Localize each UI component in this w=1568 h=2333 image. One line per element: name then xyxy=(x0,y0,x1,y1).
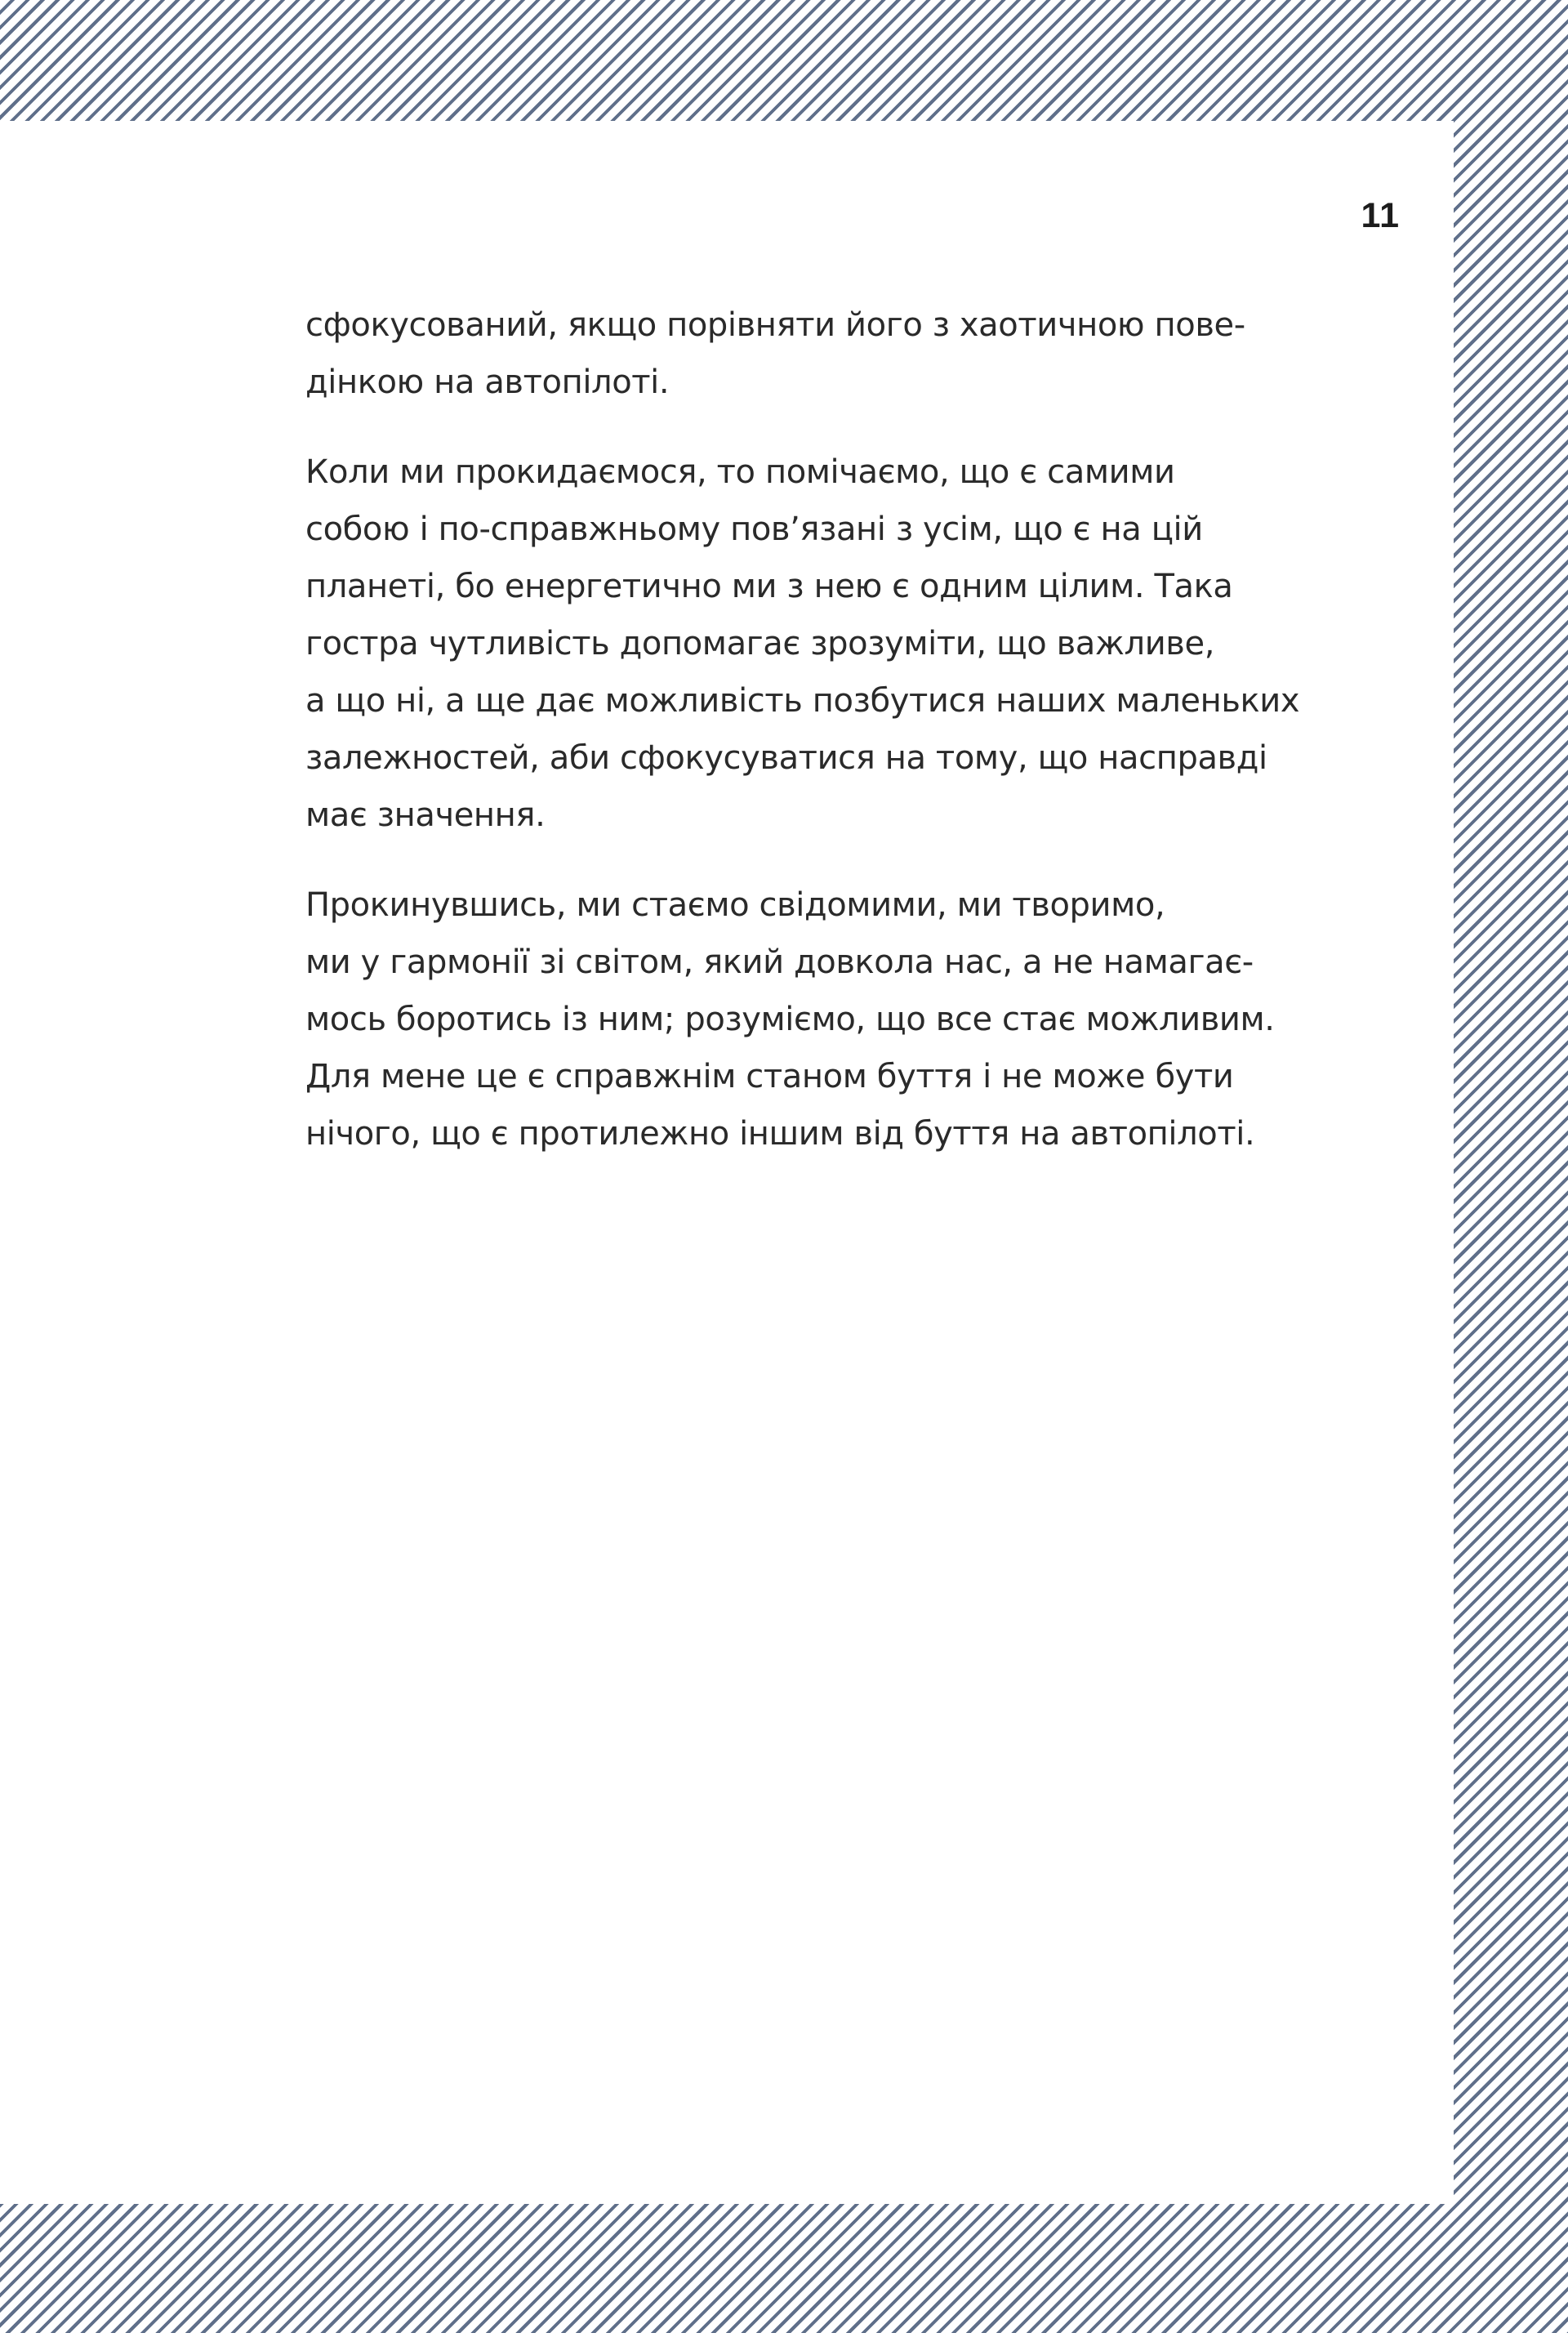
text-line: залежностей, аби сфокусуватися на тому, що насправді xyxy=(305,739,1267,777)
text-line: Прокинувшись, ми стаємо свідомими, ми творимо, xyxy=(305,886,1165,924)
paragraph-2 xyxy=(305,444,1302,844)
text-line: а що ні, а ще дає можливість позбутися наших маленьких xyxy=(305,682,1300,720)
text-line: мось боротись із ним; розуміємо, що все стає можливим. xyxy=(305,1001,1275,1038)
text-line: сфокусований, якщо порівняти його з хаотичною пове- xyxy=(305,306,1245,344)
text-line: Для мене це є справжнім станом буття і не може бути xyxy=(305,1058,1234,1095)
book-page xyxy=(0,121,1454,2204)
text-line: Коли ми прокидаємося, то помічаємо, що є самими xyxy=(305,453,1175,491)
paragraph-3 xyxy=(305,877,1302,1162)
text-line: собою і по-справжньому пов’язані з усім, що є на цій xyxy=(305,511,1203,548)
page-number: 11 xyxy=(1361,196,1400,235)
paragraph-1 xyxy=(305,297,1302,411)
text-line: має значення. xyxy=(305,796,546,834)
text-line: дінкою на автопілоті. xyxy=(305,364,670,401)
text-line: гостра чутливість допомагає зрозуміти, що важливе, xyxy=(305,625,1215,662)
text-line: ми у гармонії зі світом, який довкола нас, а не намагає- xyxy=(305,943,1254,981)
body-text xyxy=(305,297,1302,1195)
text-line: нічого, що є протилежно іншим від буття на автопілоті. xyxy=(305,1115,1255,1153)
text-line: планеті, бо енергетично ми з нею є одним цілим. Така xyxy=(305,568,1233,605)
